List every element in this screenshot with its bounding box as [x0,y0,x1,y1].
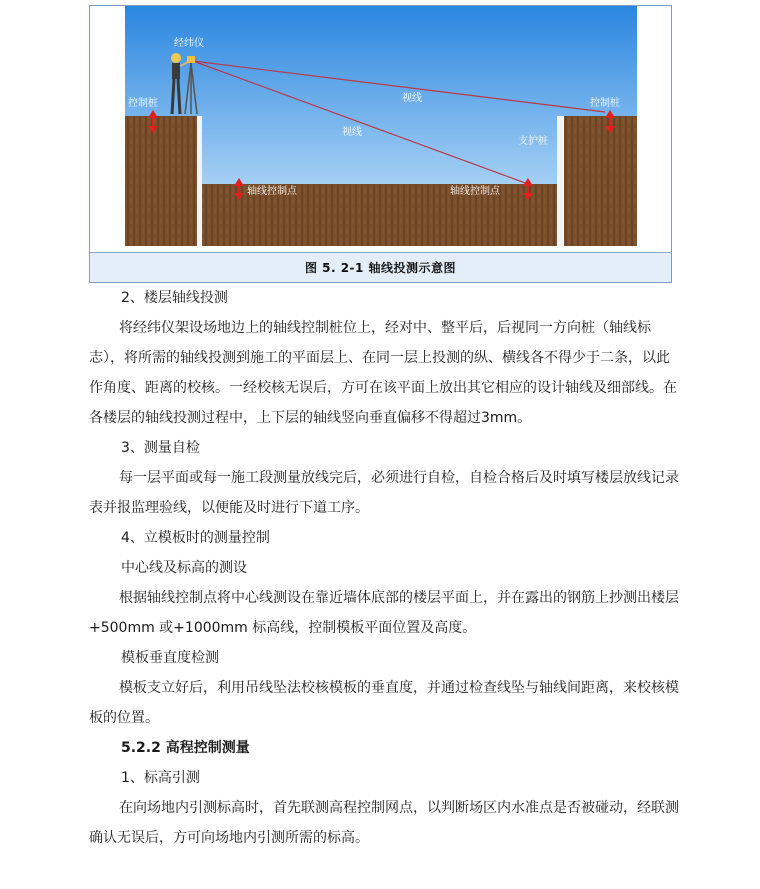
subsection-title: 中心线及标高的测设 [121,560,247,576]
section-title: 4、立模板时的测量控制 [121,530,270,546]
axis-projection-diagram [90,6,671,254]
figure-frame [89,5,672,283]
label-control-pile-left: 控制桩 [128,98,158,109]
section-paragraph: 每一层平面或每一施工段测量放线完后，必须进行自检，自检合格后及时填写楼层放线记录表并报监理验线，以便能及时进行下道工序。 [89,470,679,516]
section-paragraph: 将经纬仪架设场地边上的轴线控制桩位上，经对中、整平后，后视同一方向桩（轴线标志），将所需的轴线投测到施工的平面层上、在同一层上投测的纵、横线各不得少于二条，以此作角度、距离的校核。一经校核无误后，方可在该平面上放出其它相应的设计轴线及细部线。在各楼层的轴线投测过程中，上下层的轴线竖向垂直偏移不得超过3mm。 [89,320,677,426]
subsection-title: 模板垂直度检测 [121,650,219,666]
ground-left [125,116,197,246]
section-title: 2、楼层轴线投测 [121,290,228,306]
section-paragraph: 在向场地内引测标高时，首先联测高程控制网点，以判断场区内水准点是否被碰动，经联测确认无误后，方可向场地内引测所需的标高。 [89,800,679,846]
label-axis-point-right: 轴线控制点 [450,186,500,197]
label-control-pile-right: 控制桩 [590,98,620,109]
label-theodolite: 经纬仪 [174,38,204,49]
section-title: 3、测量自检 [121,440,200,456]
document-body [89,283,679,853]
support-pile-left [197,116,202,246]
label-sight-line-2: 视线 [342,127,362,138]
heading-5-2-2: 5.2.2 高程控制测量 [121,740,250,756]
figure-caption: 图 5. 2-1 轴线投测示意图 [90,252,671,282]
section-paragraph: 模板支立好后，利用吊线坠法校核模板的垂直度，并通过检查线坠与轴线间距离，来校核模板的位置。 [89,680,679,726]
label-axis-point-left: 轴线控制点 [247,186,297,197]
label-support-pile: 支护桩 [518,136,548,147]
section-title: 1、标高引测 [121,770,200,786]
label-sight-line-1: 视线 [402,93,422,104]
support-pile-right [557,116,564,246]
section-paragraph: 根据轴线控制点将中心线测设在靠近墙体底部的楼层平面上，并在露出的钢筋上抄测出楼层+500mm 或+1000mm 标高线，控制模板平面位置及高度。 [89,590,679,636]
ground-right [564,116,637,246]
